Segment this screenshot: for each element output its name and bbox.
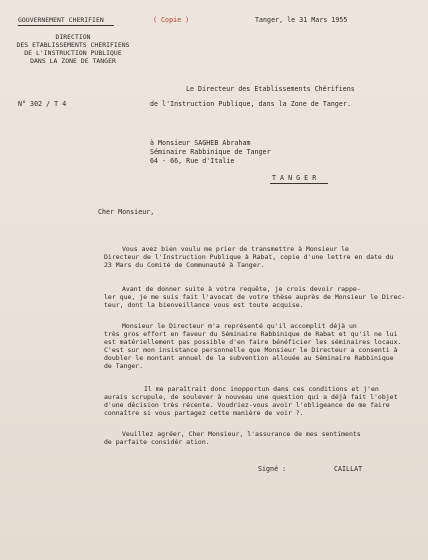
sender-line-2: de l'Instruction Publique, dans la Zone de Tanger. (150, 100, 351, 108)
city-underline (270, 183, 328, 184)
paragraph-line: Monsieur le Directeur m'a représenté qu'il accomplit déjà un (122, 322, 357, 330)
paragraph-line: Il me paraîtrait donc inopportun dans ces conditions et j'en (144, 385, 379, 393)
reference-number: N° 302 / T 4 (18, 100, 67, 108)
signature-name: CAILLAT (334, 465, 363, 473)
paragraph-line: 23 Mars du Comité de Communauté à Tanger. (104, 261, 265, 270)
paragraph-line: C'est sur mon insistance personnelle que Monsieur le Directeur a consenti à (104, 346, 398, 355)
paragraph-line: très gros effort en faveur du Séminaire Rabbinique de Rabat et qu'il ne lui (104, 330, 398, 339)
recipient-city: T A N G E R (272, 174, 317, 182)
header-zone: DANS LA ZONE DE TANGER (30, 57, 116, 65)
paragraph-3 (104, 322, 422, 371)
header-underline (18, 25, 114, 26)
paragraph-line: de Tanger. (104, 362, 144, 371)
paragraph-line: est matériellement pas possible d'en faire bénéficier les séminaires locaux. (104, 338, 402, 347)
header-etablissements: DES ETABLISSEMENTS CHERIFIENS (16, 41, 130, 49)
header-direction: DIRECTION (55, 33, 91, 41)
paragraph-line: Avant de donner suite à votre requête, je crois devoir rappe- (122, 285, 361, 293)
paragraph-line: teur, dont la bienveillance vous est toute acquise. (104, 301, 304, 310)
paragraph-line: Veuillez agréer, Cher Monsieur, l'assurance de mes sentiments (122, 430, 361, 438)
paragraph-line: ler que, je me suis fait l'avocat de votre thèse auprès de Monsieur le Direc- (104, 293, 406, 302)
header-instruction: DE L'INSTRUCTION PUBLIQUE (24, 49, 122, 57)
paragraph-line: doubler le montant annuel de la subvention allouée au Séminaire Rabbinique (104, 354, 394, 363)
recipient-address: 64 - 66, Rue d'Italie (150, 157, 235, 165)
sender-line-1: Le Directeur des Etablissements Chérifiens (186, 85, 355, 93)
paragraph-line: d'une décision très récente. Voudriez-vous avoir l'obligeance de me faire (104, 401, 390, 410)
letter-date: Tanger, le 31 Mars 1955 (255, 16, 348, 24)
paragraph-1 (104, 245, 422, 269)
recipient-name: à Monsieur SAGHEB Abraham (150, 139, 251, 147)
paragraph-5 (104, 430, 422, 446)
signature-label: Signé : (258, 465, 287, 473)
recipient-institution: Séminaire Rabbinique de Tanger (150, 148, 271, 156)
paragraph-line: aurais scrupule, de soulever à nouveau une question qui a déjà fait l'objet (104, 393, 398, 402)
paragraph-line: Directeur de l'Instruction Publique à Rabat, copie d'une lettre en date du (104, 253, 394, 262)
paragraph-line: connaître si vous partagez cette manière de voir ?. (104, 409, 304, 418)
paragraph-line: de parfaite considér ation. (104, 438, 210, 447)
paragraph-4 (104, 385, 422, 417)
paragraph-2 (104, 285, 422, 309)
salutation: Cher Monsieur, (98, 208, 155, 216)
header-gouvernement: GOUVERNEMENT CHERIFIEN (18, 16, 104, 24)
copie-label: ( Copie ) (153, 16, 190, 24)
paragraph-line: Vous avez bien voulu me prier de transmettre à Monsieur le (122, 245, 349, 253)
